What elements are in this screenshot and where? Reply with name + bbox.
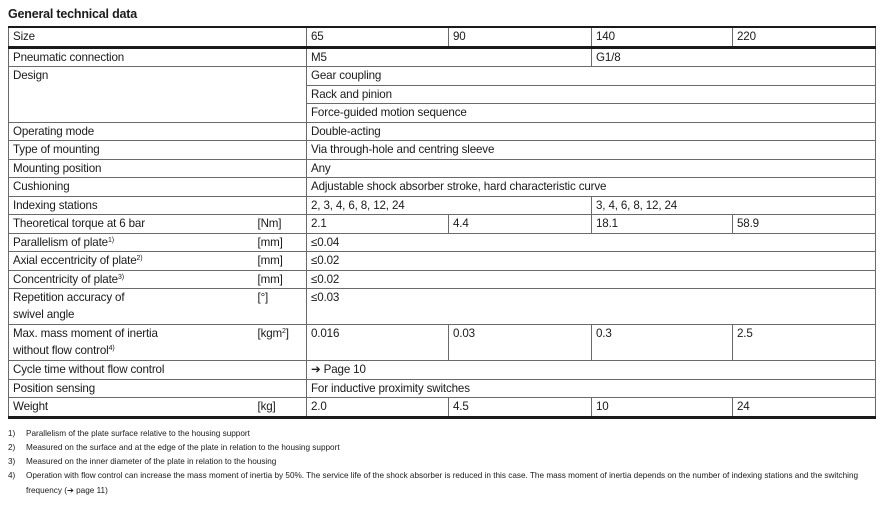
row-label: Operating mode xyxy=(9,122,307,141)
inertia-label-line2: without flow control xyxy=(13,344,109,357)
inertia-90: 0.03 xyxy=(449,325,592,361)
repetition-label-line2: swivel angle xyxy=(13,308,75,321)
footnote-ref: 3) xyxy=(117,273,124,281)
table-row xyxy=(9,379,876,398)
unit-label: [Nm] xyxy=(254,215,307,234)
weight-65: 2.0 xyxy=(307,398,449,418)
footnote-number: 2) xyxy=(8,442,16,452)
row-label xyxy=(9,325,254,361)
weight-140: 10 xyxy=(592,398,733,418)
row-label xyxy=(9,252,254,271)
footnote-text: Operation with flow control can increase the mass moment of inertia by 50%. The service life of the shock absorber is reduced in this case. The mass moment of inertia depends on the number of indexing stations and the switching frequency (➔ page 11) xyxy=(26,471,859,495)
row-label: Cycle time without flow control xyxy=(9,361,307,380)
table-row xyxy=(9,178,876,197)
row-label xyxy=(9,289,254,325)
footnote-text: Parallelism of the plate surface relative to the housing support xyxy=(26,428,250,438)
footnote-number: 1) xyxy=(8,428,16,438)
unit-label xyxy=(254,325,307,361)
unit-label: [mm] xyxy=(254,270,307,289)
torque-65: 2.1 xyxy=(307,215,449,234)
row-value: ≤0.02 xyxy=(307,252,876,271)
design-value: Force-guided motion sequence xyxy=(307,104,876,123)
table-row xyxy=(9,233,876,252)
size-140: 140 xyxy=(592,27,733,47)
table-row xyxy=(9,398,876,418)
inertia-140: 0.3 xyxy=(592,325,733,361)
row-value: For inductive proximity switches xyxy=(307,379,876,398)
table-row xyxy=(9,141,876,160)
inertia-65: 0.016 xyxy=(307,325,449,361)
row-value: ≤0.02 xyxy=(307,270,876,289)
torque-140: 18.1 xyxy=(592,215,733,234)
footnote xyxy=(8,427,875,441)
row-label: Design xyxy=(9,67,307,123)
size-65: 65 xyxy=(307,27,449,47)
page-reference-link[interactable]: ➔ Page 10 xyxy=(307,361,876,380)
footnote xyxy=(8,441,875,455)
unit-text: [kgm xyxy=(257,327,283,340)
row-label: Cushioning xyxy=(9,178,307,197)
footnote-ref: 2) xyxy=(136,255,143,262)
footnote-text: Measured on the surface and at the edge of the plate in relation to the housing support xyxy=(26,442,340,452)
size-label: Size xyxy=(9,27,307,47)
size-220: 220 xyxy=(733,27,876,47)
row-value: Any xyxy=(307,159,876,178)
row-value: Via through-hole and centring sleeve xyxy=(307,141,876,160)
table-row xyxy=(9,361,876,380)
indexing-value-small: 2, 3, 4, 6, 8, 12, 24 xyxy=(307,196,592,215)
size-90: 90 xyxy=(449,27,592,47)
row-label: Type of mounting xyxy=(9,141,307,160)
footnote-ref: 4) xyxy=(108,345,115,352)
unit-label: [°] xyxy=(254,289,307,325)
table-row xyxy=(9,215,876,234)
unit-label: [kg] xyxy=(254,398,307,418)
design-value: Gear coupling xyxy=(307,67,876,86)
indexing-value-large: 3, 4, 6, 8, 12, 24 xyxy=(592,196,876,215)
unit-text: ] xyxy=(285,327,289,340)
weight-90: 4.5 xyxy=(449,398,592,418)
section-title: General technical data xyxy=(8,7,137,21)
footnote xyxy=(8,469,875,498)
repetition-label-line1: Repetition accuracy of xyxy=(13,291,125,304)
table-row xyxy=(9,122,876,141)
footnote-number: 4) xyxy=(8,471,16,481)
table-row xyxy=(9,252,876,271)
footnote-number: 3) xyxy=(8,457,16,467)
row-label: Mounting position xyxy=(9,159,307,178)
design-value: Rack and pinion xyxy=(307,85,876,104)
technical-data-sheet xyxy=(8,6,875,498)
inertia-label-line1: Max. mass moment of inertia xyxy=(13,327,158,340)
table-row xyxy=(9,47,876,67)
table-row xyxy=(9,196,876,215)
row-label: Theoretical torque at 6 bar xyxy=(9,215,254,234)
table-row xyxy=(9,67,876,86)
pneumatic-value-large: G1/8 xyxy=(592,47,876,67)
pneumatic-value-small: M5 xyxy=(307,47,592,67)
unit-exponent: 2 xyxy=(282,328,286,335)
unit-label: [mm] xyxy=(254,252,307,271)
table-row xyxy=(9,159,876,178)
axial-eccentricity-label: Axial eccentricity of plate xyxy=(13,254,137,267)
technical-data-table xyxy=(8,26,876,419)
torque-220: 58.9 xyxy=(733,215,876,234)
row-value: Double-acting xyxy=(307,122,876,141)
row-value: ≤0.03 xyxy=(307,289,876,325)
footnote-text: Measured on the inner diameter of the plate in relation to the housing xyxy=(26,457,277,467)
footnote-ref: 1) xyxy=(107,236,114,244)
footnotes xyxy=(8,427,875,498)
weight-220: 24 xyxy=(733,398,876,418)
parallelism-label: Parallelism of plate xyxy=(13,235,108,249)
row-label xyxy=(9,270,254,289)
table-row xyxy=(9,289,876,325)
row-value: ≤0.04 xyxy=(307,233,876,252)
row-value: Adjustable shock absorber stroke, hard characteristic curve xyxy=(307,178,876,197)
table-row xyxy=(9,270,876,289)
torque-90: 4.4 xyxy=(449,215,592,234)
table-row xyxy=(9,325,876,361)
unit-label: [mm] xyxy=(254,233,307,252)
row-label: Weight xyxy=(9,398,254,418)
row-label: Position sensing xyxy=(9,379,307,398)
concentricity-label: Concentricity of plate xyxy=(13,272,118,286)
footnote xyxy=(8,455,875,469)
row-label: Indexing stations xyxy=(9,196,307,215)
inertia-220: 2.5 xyxy=(733,325,876,361)
table-header-row xyxy=(9,27,876,47)
row-label: Pneumatic connection xyxy=(9,47,307,67)
row-label xyxy=(9,233,254,252)
